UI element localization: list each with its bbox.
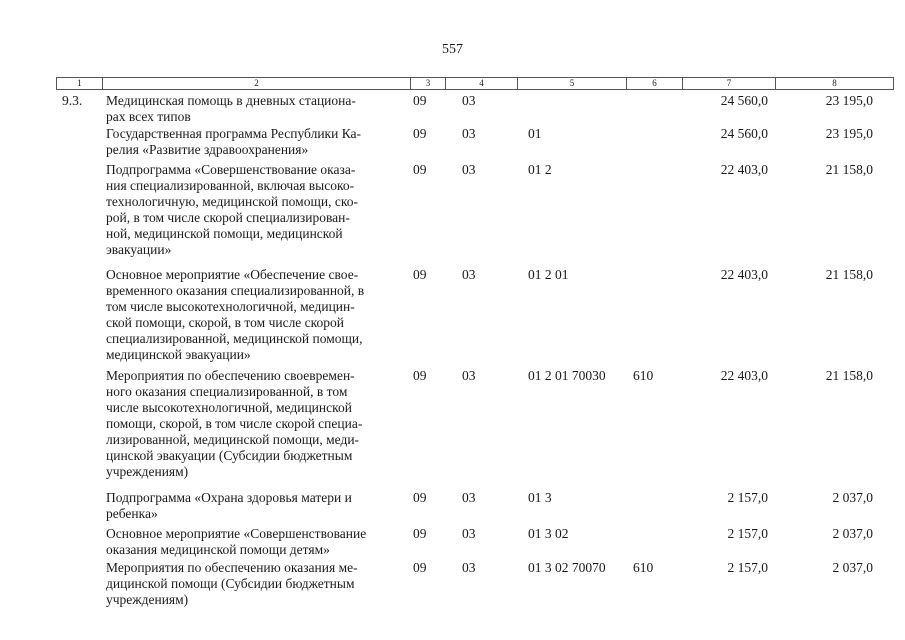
description-line: лизированной, медицинской помощи, меди- bbox=[106, 432, 360, 447]
description-line: медицинской эвакуации» bbox=[106, 347, 251, 362]
table-header bbox=[56, 77, 894, 90]
description-line: релия «Развитие здравоохранения» bbox=[106, 142, 309, 157]
description-line: временного оказания специализированной, в bbox=[106, 283, 365, 298]
description-line: Мероприятия по обеспечению своевремен- bbox=[106, 368, 355, 383]
target-article-code: 01 3 02 70070 bbox=[528, 560, 606, 575]
target-article-code: 01 3 02 bbox=[528, 526, 569, 541]
section-code: 09 bbox=[413, 93, 427, 108]
target-article-code: 01 2 01 70030 bbox=[528, 368, 606, 383]
description-line: ния специализированной, включая высоко- bbox=[106, 178, 355, 193]
row-description bbox=[106, 93, 411, 125]
description-line: ской помощи, скорой, в том числе скорой bbox=[106, 315, 345, 330]
amount-col-7: 22 403,0 bbox=[720, 267, 768, 282]
description-line: технологичную, медицинской помощи, ско- bbox=[106, 194, 358, 209]
amount-col-8: 21 158,0 bbox=[825, 267, 873, 282]
row-description bbox=[106, 126, 411, 158]
amount-col-8: 21 158,0 bbox=[825, 162, 873, 177]
amount-col-7: 2 157,0 bbox=[727, 526, 768, 541]
header-col-3: 3 bbox=[411, 78, 446, 89]
description-line: Государственная программа Республики Ка- bbox=[106, 126, 362, 141]
description-line: Подпрограмма «Охрана здоровья матери и bbox=[106, 490, 352, 505]
subsection-code: 03 bbox=[462, 126, 476, 141]
amount-col-8: 2 037,0 bbox=[832, 526, 873, 541]
description-line: Подпрограмма «Совершенствование оказа- bbox=[106, 162, 356, 177]
row-description bbox=[106, 490, 411, 522]
description-line: том числе высокотехнологичной, медицин- bbox=[106, 299, 355, 314]
subsection-code: 03 bbox=[462, 368, 476, 383]
subsection-code: 03 bbox=[462, 267, 476, 282]
description-line: Медицинская помощь в дневных стациона- bbox=[106, 93, 356, 108]
section-code: 09 bbox=[413, 368, 427, 383]
section-code: 09 bbox=[413, 126, 427, 141]
row-description bbox=[106, 267, 411, 363]
amount-col-7: 2 157,0 bbox=[727, 490, 768, 505]
amount-col-7: 2 157,0 bbox=[727, 560, 768, 575]
header-col-1: 1 bbox=[57, 78, 103, 89]
amount-col-7: 24 560,0 bbox=[720, 126, 768, 141]
subsection-code: 03 bbox=[462, 560, 476, 575]
header-col-6: 6 bbox=[627, 78, 683, 89]
description-line: эвакуации» bbox=[106, 242, 172, 257]
amount-col-7: 24 560,0 bbox=[720, 93, 768, 108]
row-description bbox=[106, 560, 411, 608]
description-line: числе высокотехнологичной, медицинской bbox=[106, 400, 352, 415]
description-line: помощи, скорой, в том числе скорой специа- bbox=[106, 416, 363, 431]
header-col-2: 2 bbox=[103, 78, 411, 89]
row-description bbox=[106, 162, 411, 258]
description-line: Мероприятия по обеспечению оказания ме- bbox=[106, 560, 358, 575]
amount-col-8: 2 037,0 bbox=[832, 560, 873, 575]
row-number: 9.3. bbox=[62, 93, 83, 108]
amount-col-8: 2 037,0 bbox=[832, 490, 873, 505]
description-line: дицинской помощи (Субсидии бюджетным bbox=[106, 576, 355, 591]
expense-type-code: 610 bbox=[633, 560, 654, 575]
section-code: 09 bbox=[413, 162, 427, 177]
description-line: Основное мероприятие «Совершенствование bbox=[106, 526, 367, 541]
row-description bbox=[106, 368, 411, 480]
header-col-4: 4 bbox=[446, 78, 518, 89]
description-line: ребенка» bbox=[106, 506, 158, 521]
section-code: 09 bbox=[413, 560, 427, 575]
description-line: учреждениям) bbox=[106, 592, 189, 607]
subsection-code: 03 bbox=[462, 162, 476, 177]
amount-col-8: 21 158,0 bbox=[825, 368, 873, 383]
target-article-code: 01 2 01 bbox=[528, 267, 569, 282]
description-line: цинской эвакуации (Субсидии бюджетным bbox=[106, 448, 353, 463]
section-code: 09 bbox=[413, 526, 427, 541]
amount-col-7: 22 403,0 bbox=[720, 368, 768, 383]
header-col-5: 5 bbox=[518, 78, 627, 89]
description-line: ного оказания специализированной, в том bbox=[106, 384, 348, 399]
description-line: Основное мероприятие «Обеспечение свое- bbox=[106, 267, 359, 282]
amount-col-8: 23 195,0 bbox=[825, 93, 873, 108]
row-description bbox=[106, 526, 411, 558]
header-col-7: 7 bbox=[683, 78, 776, 89]
target-article-code: 01 3 bbox=[528, 490, 552, 505]
expense-type-code: 610 bbox=[633, 368, 654, 383]
description-line: специализированной, медицинской помощи, bbox=[106, 331, 363, 346]
amount-col-8: 23 195,0 bbox=[825, 126, 873, 141]
description-line: ной, медицинской помощи, медицинской bbox=[106, 226, 343, 241]
target-article-code: 01 2 bbox=[528, 162, 552, 177]
subsection-code: 03 bbox=[462, 526, 476, 541]
subsection-code: 03 bbox=[462, 93, 476, 108]
description-line: рой, в том числе скорой специализирован- bbox=[106, 210, 350, 225]
description-line: рах всех типов bbox=[106, 109, 191, 124]
description-line: оказания медицинской помощи детям» bbox=[106, 542, 330, 557]
section-code: 09 bbox=[413, 490, 427, 505]
header-col-8: 8 bbox=[832, 78, 837, 88]
page-number: 557 bbox=[442, 42, 463, 57]
amount-col-7: 22 403,0 bbox=[720, 162, 768, 177]
target-article-code: 01 bbox=[528, 126, 542, 141]
section-code: 09 bbox=[413, 267, 427, 282]
description-line: учреждениям) bbox=[106, 464, 189, 479]
subsection-code: 03 bbox=[462, 490, 476, 505]
